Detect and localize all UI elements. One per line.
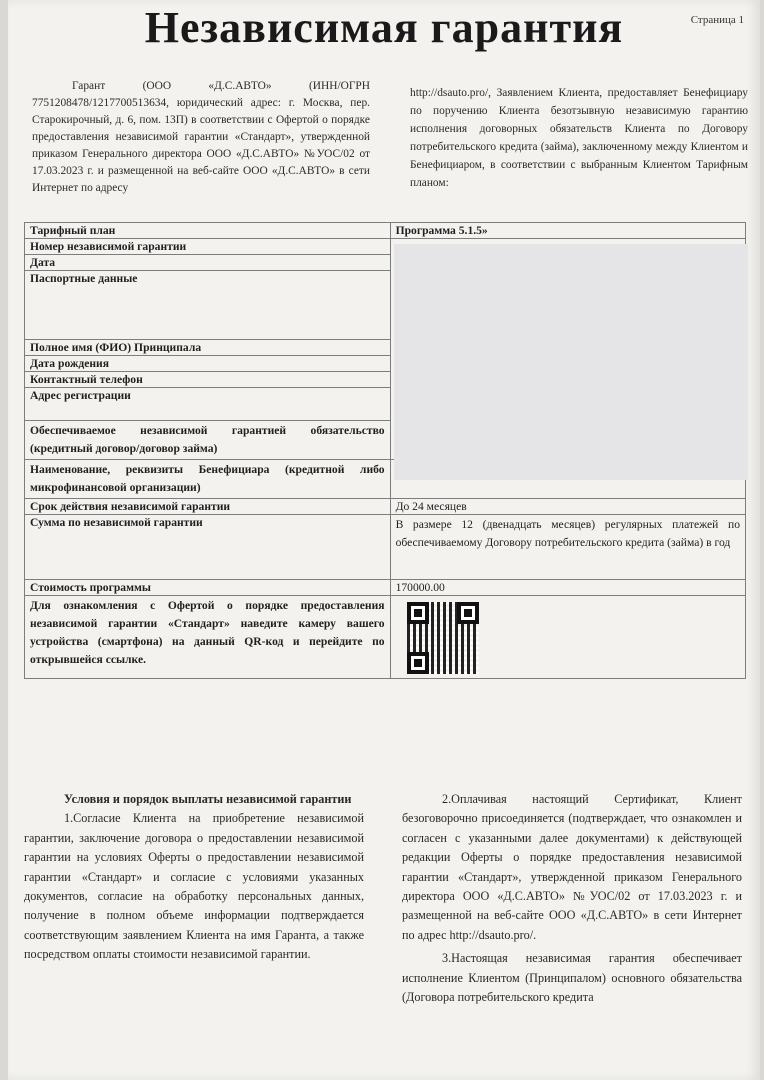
term-value: До 24 месяцев — [390, 499, 745, 515]
beneficiary-label: Наименование, реквизиты Бенефициара (кредитной либо микрофинансовой организации) — [25, 460, 391, 499]
intro-right-column: http://dsauto.pro/, Заявлением Клиента, предоставляет Бенефициару по поручению Клиента безотзывную независимую гарантию исполнения договорных обязательств Клиента по Договору потребительского кредита (займа), заключенному между Клиентом и Бенефициаром, в соответствии с выбранным Клиентом Тарифным планом: — [410, 87, 748, 189]
table-row — [25, 223, 746, 239]
document-title: Независимая гарантия — [144, 3, 624, 52]
qr-instructions: Для ознакомления с Офертой о порядке предоставления независимой гарантии «Стандарт» наведите камеру вашего устройства (смартфона) на данный QR-код и перейдите по открывшейся ссылке. — [25, 596, 391, 679]
qr-cell — [390, 596, 745, 679]
terms-paragraph-2: 2.Оплачивая настоящий Сертификат, Клиент безоговорочно присоединяется (подтверждает, что ознакомлен и согласен с указанными далее документами) к действующей редакции Оферты о порядке предоставления независимой гарантии «Стандарт», утвержденной приказом Генерального директора ООО «Д.С.АВТО» №УОС/02 от 17.03.2023 г. и размещенной на веб-сайте ООО «Д.С.АВТО» в сети Интернет по адрес http://dsauto.pro/. — [402, 792, 742, 942]
page-number: Страница 1 — [690, 14, 744, 26]
redacted-area — [394, 244, 748, 480]
tariff-label: Тарифный план — [25, 223, 391, 239]
table-row — [25, 515, 746, 580]
intro-left-column: Гарант (ООО «Д.С.АВТО» (ИНН/ОГРН 7751208478/1217700513634, юридический адрес: г. Москва, пер. Старокирочный, д. 6, пом. 13П) в соответствии с Офертой о порядке предоставления независимой гарантии «Стандарт», утвержденной приказом Генерального директора ООО «Д.С.АВТО» №УОС/02 от 17.03.2023 г. и размещенной на веб-сайте ООО «Д.С.АВТО» в сети Интернет по адресу — [32, 80, 370, 194]
table-row — [25, 580, 746, 596]
terms-left-column — [24, 790, 364, 969]
table-row — [25, 499, 746, 515]
term-label: Срок действия независимой гарантии — [25, 499, 391, 515]
terms-paragraph-1: 1.Согласие Клиента на приобретение независимой гарантии, заключение договора о предоставлении независимой гарантии на условиях Оферты о предоставлении независимой гарантии «Стандарт» и согласие с условиями указанных документов, согласие на обработку персональных данных, получение в полном объеме информации подтверждается соответствующим заявлением Клиента на имя Гаранта, а также посредством оплаты стоимости независимой гарантии. — [24, 811, 364, 962]
terms-right-column — [402, 790, 742, 1011]
guarantee-number-label: Номер независимой гарантии — [25, 239, 391, 255]
sum-value: В размере 12 (двенадцать месяцев) регулярных платежей по обеспечиваемому Договору потребительского кредита (займа) в год — [390, 515, 745, 580]
cost-value: 170000.00 — [390, 580, 745, 596]
sum-label: Сумма по независимой гарантии — [25, 515, 391, 580]
tariff-value: Программа 5.1.5» — [390, 223, 745, 239]
birth-date-label: Дата рождения — [25, 356, 391, 372]
terms-paragraph-3: 3.Настоящая независимая гарантия обеспечивает исполнение Клиентом (Принципалом) основного обязательства (Договора потребительского кредита — [402, 951, 742, 1005]
address-label: Адрес регистрации — [25, 388, 391, 421]
table-row — [25, 596, 746, 679]
principal-name-label: Полное имя (ФИО) Принципала — [25, 340, 391, 356]
passport-label: Паспортные данные — [25, 271, 391, 340]
terms-heading: Условия и порядок выплаты независимой гарантии — [64, 792, 352, 806]
cost-label: Стоимость программы — [25, 580, 391, 596]
phone-label: Контактный телефон — [25, 372, 391, 388]
qr-code-icon[interactable] — [404, 599, 482, 677]
obligation-label: Обеспечиваемое независимой гарантией обязательство (кредитный договор/договор займа) — [25, 421, 391, 460]
date-label: Дата — [25, 255, 391, 271]
